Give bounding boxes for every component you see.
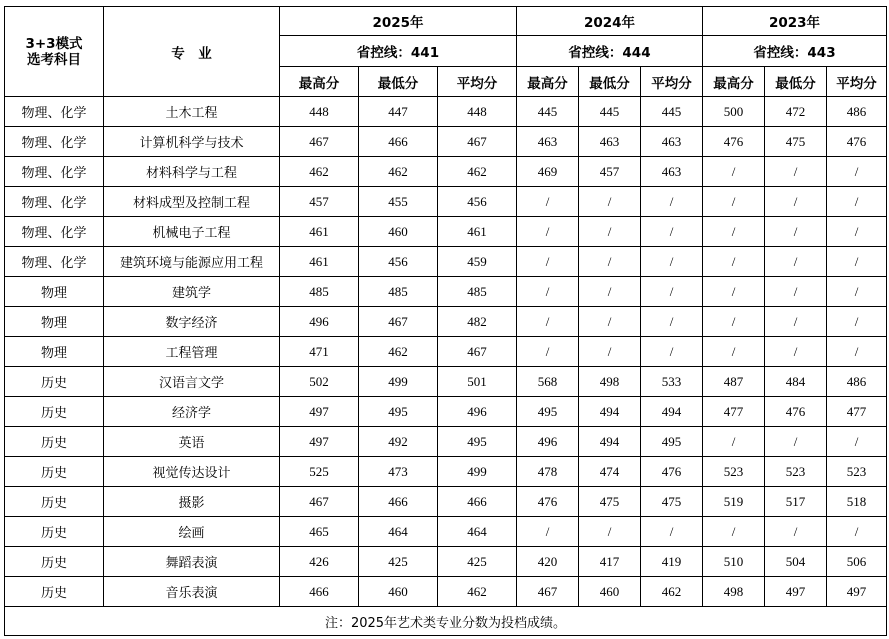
table-row (5, 157, 887, 187)
score-cell: 482 (438, 307, 517, 337)
score-cell: 494 (641, 397, 703, 427)
major-cell: 建筑环境与能源应用工程 (104, 247, 280, 277)
score-cell: / (579, 517, 641, 547)
score-cell: 496 (517, 427, 579, 457)
major-cell: 机械电子工程 (104, 217, 280, 247)
score-cell: 478 (517, 457, 579, 487)
table-row (5, 367, 887, 397)
subject-cell: 物理、化学 (5, 217, 104, 247)
score-cell: 485 (438, 277, 517, 307)
score-cell: 496 (280, 307, 359, 337)
table-row (5, 397, 887, 427)
score-cell: 504 (765, 547, 827, 577)
score-cell: 473 (359, 457, 438, 487)
score-cell: / (827, 217, 887, 247)
score-cell: / (703, 187, 765, 217)
score-cell: 460 (579, 577, 641, 607)
score-cell: 448 (438, 97, 517, 127)
subject-mode-line1: 3+3模式 (25, 35, 83, 52)
subject-cell: 历史 (5, 457, 104, 487)
score-cell: 495 (438, 427, 517, 457)
score-cell: 476 (703, 127, 765, 157)
score-cell: 497 (280, 397, 359, 427)
score-cell: / (579, 307, 641, 337)
subject-cell: 历史 (5, 367, 104, 397)
score-cell: / (765, 337, 827, 367)
score-cell: / (517, 277, 579, 307)
score-cell: 426 (280, 547, 359, 577)
score-cell: / (765, 157, 827, 187)
score-cell: 467 (280, 487, 359, 517)
score-cell: 502 (280, 367, 359, 397)
major-cell: 数字经济 (104, 307, 280, 337)
score-cell: 467 (280, 127, 359, 157)
score-cell: / (641, 187, 703, 217)
major-cell: 舞蹈表演 (104, 547, 280, 577)
major-cell: 土木工程 (104, 97, 280, 127)
score-cell: 568 (517, 367, 579, 397)
admission-score-table (4, 6, 887, 636)
score-cell: / (641, 337, 703, 367)
score-cell: / (765, 427, 827, 457)
score-cell: 462 (641, 577, 703, 607)
score-cell: 533 (641, 367, 703, 397)
score-cell: 462 (280, 157, 359, 187)
score-cell: 497 (280, 427, 359, 457)
score-cell: 457 (280, 187, 359, 217)
score-cell: / (641, 217, 703, 247)
major-cell: 摄影 (104, 487, 280, 517)
score-cell: 467 (438, 337, 517, 367)
subject-cell: 历史 (5, 427, 104, 457)
score-cell: 523 (827, 457, 887, 487)
score-cell: 445 (579, 97, 641, 127)
score-cell: 474 (579, 457, 641, 487)
score-cell: 498 (703, 577, 765, 607)
subject-cell: 物理、化学 (5, 157, 104, 187)
score-cell: 501 (438, 367, 517, 397)
score-cell: / (641, 247, 703, 277)
score-cell: 464 (359, 517, 438, 547)
score-cell: 467 (359, 307, 438, 337)
score-cell: 476 (517, 487, 579, 517)
table-row (5, 547, 887, 577)
subject-cell: 物理、化学 (5, 97, 104, 127)
major-cell: 经济学 (104, 397, 280, 427)
score-cell: 466 (359, 487, 438, 517)
score-cell: 494 (579, 397, 641, 427)
subject-cell: 物理 (5, 307, 104, 337)
score-cell: / (703, 337, 765, 367)
score-cell: 465 (280, 517, 359, 547)
table-row (5, 577, 887, 607)
stat-header: 最低分 (359, 67, 438, 97)
subject-cell: 物理 (5, 337, 104, 367)
major-header: 专 业 (104, 7, 280, 97)
score-cell: 487 (703, 367, 765, 397)
score-cell: 445 (641, 97, 703, 127)
score-cell: / (579, 277, 641, 307)
score-cell: 466 (438, 487, 517, 517)
score-cell: 463 (641, 157, 703, 187)
score-cell: / (517, 517, 579, 547)
score-cell: 476 (765, 397, 827, 427)
score-cell: / (827, 517, 887, 547)
score-cell: 456 (438, 187, 517, 217)
major-cell: 绘画 (104, 517, 280, 547)
score-cell: / (579, 217, 641, 247)
score-cell: / (703, 277, 765, 307)
score-cell: / (641, 277, 703, 307)
score-cell: 459 (438, 247, 517, 277)
score-cell: / (827, 307, 887, 337)
stat-header: 平均分 (827, 67, 887, 97)
score-cell: 456 (359, 247, 438, 277)
score-cell: 472 (765, 97, 827, 127)
score-cell: 448 (280, 97, 359, 127)
subject-cell: 历史 (5, 547, 104, 577)
score-cell: 497 (765, 577, 827, 607)
subject-cell: 物理、化学 (5, 187, 104, 217)
score-cell: 518 (827, 487, 887, 517)
stat-header: 平均分 (641, 67, 703, 97)
footnote: 注：2025年艺术类专业分数为投档成绩。 (5, 607, 887, 636)
table-row (5, 517, 887, 547)
score-cell: 467 (517, 577, 579, 607)
score-cell: 495 (359, 397, 438, 427)
year-header-2024: 2024年 (517, 7, 703, 36)
table-row (5, 187, 887, 217)
score-cell: / (827, 277, 887, 307)
score-cell: 462 (438, 577, 517, 607)
stat-header: 最低分 (579, 67, 641, 97)
major-cell: 音乐表演 (104, 577, 280, 607)
subject-cell: 物理、化学 (5, 247, 104, 277)
subject-cell: 物理 (5, 277, 104, 307)
score-cell: 420 (517, 547, 579, 577)
score-cell: 467 (438, 127, 517, 157)
score-cell: / (827, 187, 887, 217)
score-cell: 447 (359, 97, 438, 127)
major-cell: 材料成型及控制工程 (104, 187, 280, 217)
major-cell: 汉语言文学 (104, 367, 280, 397)
score-cell: 525 (280, 457, 359, 487)
subject-mode-line2: 选考科目 (27, 51, 81, 68)
major-cell: 计算机科学与技术 (104, 127, 280, 157)
score-cell: 492 (359, 427, 438, 457)
score-cell: 461 (438, 217, 517, 247)
score-cell: 464 (438, 517, 517, 547)
table-row (5, 97, 887, 127)
score-cell: 485 (359, 277, 438, 307)
score-cell: 460 (359, 217, 438, 247)
score-cell: / (517, 307, 579, 337)
score-cell: 498 (579, 367, 641, 397)
score-cell: / (827, 427, 887, 457)
score-cell: 469 (517, 157, 579, 187)
table-row (5, 487, 887, 517)
score-cell: 475 (579, 487, 641, 517)
score-cell: 510 (703, 547, 765, 577)
score-cell: 466 (280, 577, 359, 607)
score-cell: / (703, 427, 765, 457)
score-cell: 475 (641, 487, 703, 517)
score-cell: 495 (517, 397, 579, 427)
score-cell: / (517, 187, 579, 217)
score-cell: 477 (703, 397, 765, 427)
score-cell: 460 (359, 577, 438, 607)
table-row (5, 217, 887, 247)
score-cell: 457 (579, 157, 641, 187)
stat-header: 最低分 (765, 67, 827, 97)
table-row (5, 247, 887, 277)
subject-cell: 历史 (5, 487, 104, 517)
score-cell: / (641, 517, 703, 547)
stat-header: 最高分 (703, 67, 765, 97)
major-cell: 建筑学 (104, 277, 280, 307)
control-line-2024: 省控线：444 (517, 36, 703, 67)
subject-cell: 历史 (5, 397, 104, 427)
score-cell: / (765, 187, 827, 217)
score-cell: 517 (765, 487, 827, 517)
score-cell: / (765, 217, 827, 247)
score-cell: / (703, 157, 765, 187)
major-cell: 工程管理 (104, 337, 280, 367)
score-cell: 463 (517, 127, 579, 157)
score-cell: 496 (438, 397, 517, 427)
control-line-2023: 省控线：443 (703, 36, 887, 67)
table-row (5, 277, 887, 307)
score-cell: / (827, 157, 887, 187)
score-cell: 523 (765, 457, 827, 487)
stat-header: 最高分 (280, 67, 359, 97)
stat-header: 平均分 (438, 67, 517, 97)
score-cell: / (765, 247, 827, 277)
subject-cell: 历史 (5, 577, 104, 607)
score-cell: 484 (765, 367, 827, 397)
score-cell: / (517, 247, 579, 277)
score-cell: / (517, 337, 579, 367)
score-cell: / (579, 187, 641, 217)
score-cell: / (703, 247, 765, 277)
score-cell: 486 (827, 97, 887, 127)
score-cell: / (703, 517, 765, 547)
score-cell: 463 (579, 127, 641, 157)
score-cell: 425 (359, 547, 438, 577)
major-cell: 材料科学与工程 (104, 157, 280, 187)
major-cell: 英语 (104, 427, 280, 457)
score-cell: 466 (359, 127, 438, 157)
score-cell: 499 (359, 367, 438, 397)
score-cell: / (765, 307, 827, 337)
score-cell: / (765, 517, 827, 547)
subject-cell: 历史 (5, 517, 104, 547)
subject-cell: 物理、化学 (5, 127, 104, 157)
major-cell: 视觉传达设计 (104, 457, 280, 487)
score-cell: 495 (641, 427, 703, 457)
score-cell: 486 (827, 367, 887, 397)
score-cell: / (579, 247, 641, 277)
table-row (5, 337, 887, 367)
score-cell: / (703, 307, 765, 337)
score-cell: 419 (641, 547, 703, 577)
score-cell: 417 (579, 547, 641, 577)
score-cell: 475 (765, 127, 827, 157)
score-cell: 499 (438, 457, 517, 487)
score-cell: 455 (359, 187, 438, 217)
score-cell: 476 (641, 457, 703, 487)
score-cell: / (765, 277, 827, 307)
score-cell: 497 (827, 577, 887, 607)
score-cell: 471 (280, 337, 359, 367)
score-cell: / (703, 217, 765, 247)
score-cell: 500 (703, 97, 765, 127)
stat-header: 最高分 (517, 67, 579, 97)
score-cell: / (827, 247, 887, 277)
score-cell: 462 (359, 337, 438, 367)
score-cell: / (641, 307, 703, 337)
score-cell: 519 (703, 487, 765, 517)
score-cell: 523 (703, 457, 765, 487)
table-row (5, 457, 887, 487)
table-row (5, 127, 887, 157)
score-cell: / (827, 337, 887, 367)
control-line-2025: 省控线：441 (280, 36, 517, 67)
score-cell: 477 (827, 397, 887, 427)
score-cell: 425 (438, 547, 517, 577)
table-row (5, 307, 887, 337)
score-cell: / (517, 217, 579, 247)
score-cell: 462 (438, 157, 517, 187)
score-cell: 445 (517, 97, 579, 127)
score-cell: 463 (641, 127, 703, 157)
score-cell: 494 (579, 427, 641, 457)
score-cell: 462 (359, 157, 438, 187)
score-cell: 461 (280, 217, 359, 247)
subject-mode-header (5, 7, 104, 97)
score-cell: 461 (280, 247, 359, 277)
score-cell: 485 (280, 277, 359, 307)
year-header-2025: 2025年 (280, 7, 517, 36)
score-cell: 506 (827, 547, 887, 577)
score-cell: / (579, 337, 641, 367)
year-header-2023: 2023年 (703, 7, 887, 36)
table-row (5, 427, 887, 457)
score-cell: 476 (827, 127, 887, 157)
